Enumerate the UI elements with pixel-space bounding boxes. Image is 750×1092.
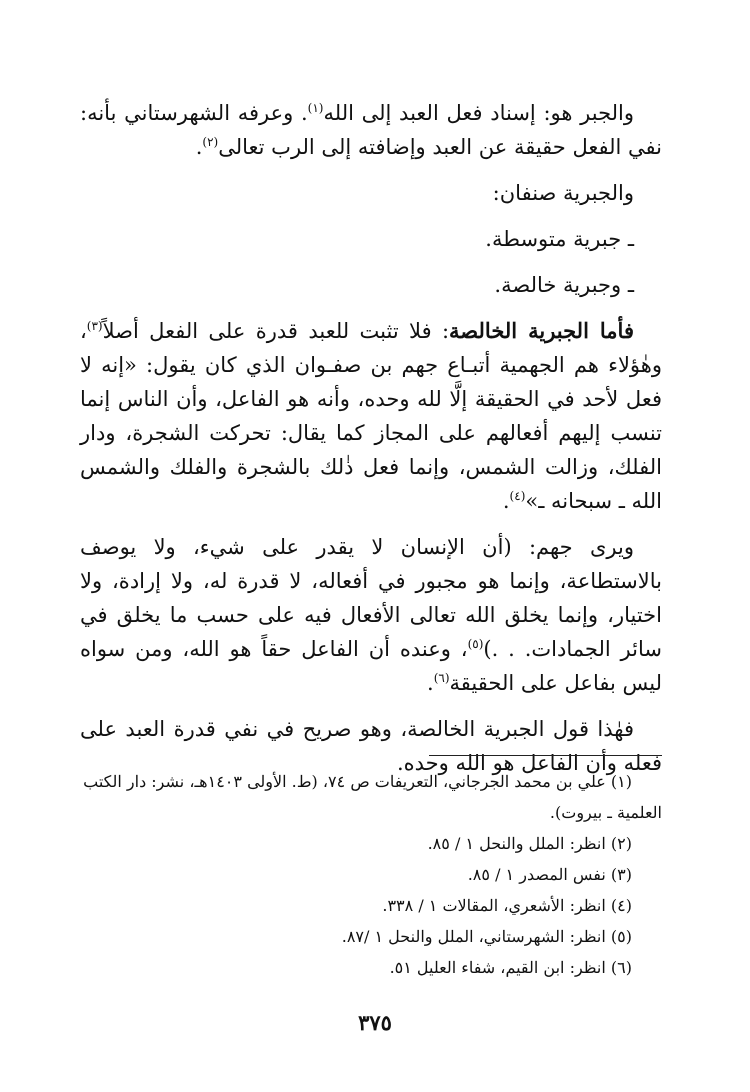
text-segment: فهٰذا قول الجبرية الخالصة، وهو صريح في نفي قدرة العبد على فعله وأن الفاعل هو الله وحده.: [80, 717, 662, 775]
footnote-1: (١) علي بن محمد الجرجاني، التعريفات ص ٧٤، (ط. الأولى ١٤٠٣هـ، نشر: دار الكتب العلمية ـ بيروت).: [83, 772, 662, 822]
footnote-ref-3: (٣): [86, 319, 103, 333]
paragraph-jahm-view: [80, 530, 662, 700]
text-segment: : فلا تثبت للعبد قدرة على الفعل أصلاً: [102, 319, 450, 343]
footnotes: [80, 766, 662, 983]
list-item-moderate: [80, 222, 662, 256]
footnote-3: (٣) نفس المصدر ١ / ٨٥.: [467, 865, 632, 884]
footnote-separator: [429, 755, 662, 756]
footnote-2: (٢) انظر: الملل والنحل ١ / ٨٥.: [427, 834, 632, 853]
paragraph-definition-jabr: [80, 96, 662, 164]
footnote-ref-6: (٦): [433, 671, 450, 685]
footnote-ref-5: (٥): [467, 637, 484, 651]
text-segment: ، وعنده أن الفاعل حقاً هو الله، ومن سواه ليس بفاعل على الحقيقة: [80, 637, 662, 695]
text-segment: .: [195, 135, 203, 159]
footnote-ref-1: (١): [307, 101, 324, 115]
text-segment: ، وهٰؤلاء هم الجهمية أتبـاع جهم بن صفـوان الذي كان يقول: «إنه لا فعل لأحد في الحقيقة إلَّا لله وحده، وأنه هو الفاعل، وأن الناس إنما تنسب إليهم أفعالهم على المجاز كما يقال: تحركت الشجرة، ودار الفلك، وزالت الشمس، وإنما فعل ذٰلك بالشجرة والفلك والشمس الله ـ سبحانه ـ»: [80, 319, 662, 513]
footnote-6: (٦) انظر: ابن القيم، شفاء العليل ٥١.: [389, 958, 632, 977]
inline-heading: فأما الجبرية الخالصة: [449, 318, 634, 343]
text-segment: ويرى جهم: (أن الإنسان لا يقدر على شيء، ولا يوصف بالاستطاعة، وإنما هو مجبور في أفعاله، لا قدرة له، ولا إرادة، ولا اختيار، وإنما يخلق الله تعالى الأفعال فيه على حسب ما يخلق في سائر الجمادات. . .): [80, 535, 662, 661]
main-text: [80, 96, 662, 792]
footnote-5: (٥) انظر: الشهرستاني، الملل والنحل ١ /٨٧.: [341, 927, 632, 946]
text-segment: والجبر هو: إسناد فعل العبد إلى الله: [323, 101, 634, 125]
page-number: ٣٧٥: [358, 1010, 392, 1035]
list-item-pure: [80, 268, 662, 302]
paragraph-pure-jabriyya: [80, 314, 662, 518]
text-segment: . وعرفه الشهرستاني بأنه: نفي الفعل حقيقة عن العبد وإضافته إلى الرب تعالى: [80, 101, 662, 159]
list-item-text: ـ جبرية متوسطة.: [485, 227, 634, 251]
footnote-ref-4: (٤): [509, 489, 526, 503]
list-item-text: ـ وجبرية خالصة.: [494, 273, 634, 297]
text-segment: .: [427, 671, 434, 695]
text-segment: والجبرية صنفان:: [492, 181, 634, 205]
paragraph-two-types: [80, 176, 662, 210]
text-segment: .: [502, 489, 510, 513]
footnote-ref-2: (٢): [202, 135, 219, 149]
footnote-4: (٤) انظر: الأشعري، المقالات ١ / ٣٣٨.: [382, 896, 632, 915]
